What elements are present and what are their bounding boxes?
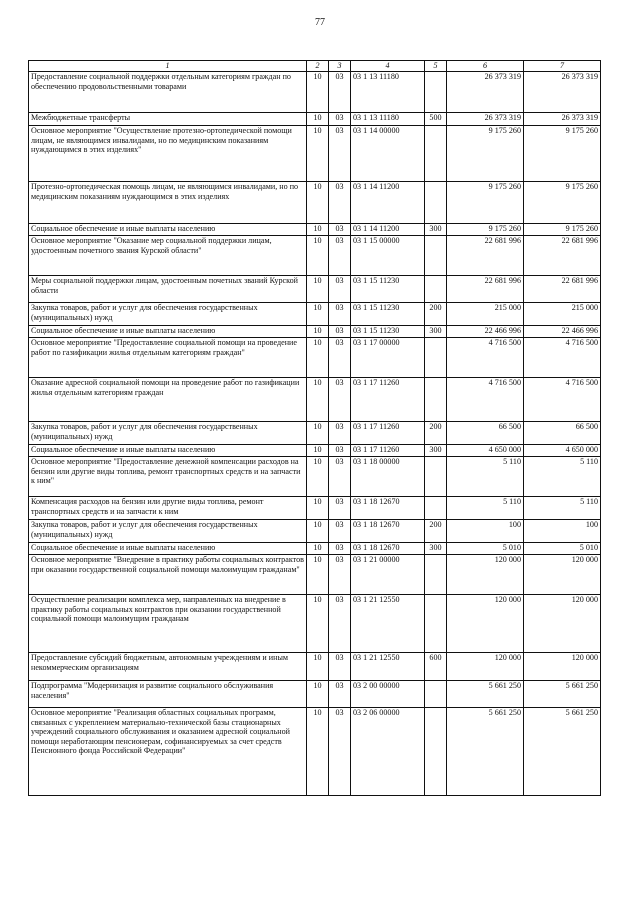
row-amount-1: 215 000 <box>447 303 524 326</box>
row-amount-1: 9 175 260 <box>447 126 524 182</box>
table-row <box>29 326 601 338</box>
table-row <box>29 338 601 378</box>
row-section: 10 <box>307 653 329 681</box>
row-name: Основное мероприятие "Реализация областных социальных программ, связанных с укреплением материально-технической базы стационарных учреждений социального обслуживания и оказанием адресной социальной помощи неработающим пенсионерам, софинансируемых за счет средств Пенсионного фонда Российской Федерации" <box>29 708 307 796</box>
table-header-row <box>29 61 601 72</box>
row-expense-type: 500 <box>425 113 447 126</box>
row-name: Меры социальной поддержки лицам, удостоенным почетных званий Курской области <box>29 276 307 303</box>
budget-table <box>28 60 601 796</box>
row-amount-2: 5 661 250 <box>524 708 601 796</box>
row-amount-1: 26 373 319 <box>447 72 524 113</box>
table-row <box>29 708 601 796</box>
row-expense-type <box>425 182 447 224</box>
row-subsection: 03 <box>329 422 351 445</box>
row-amount-1: 5 110 <box>447 457 524 497</box>
row-amount-2: 100 <box>524 520 601 543</box>
row-target-article: 03 2 00 00000 <box>351 681 425 708</box>
row-amount-2: 66 500 <box>524 422 601 445</box>
row-section: 10 <box>307 422 329 445</box>
row-target-article: 03 1 14 11200 <box>351 182 425 224</box>
row-name: Межбюджетные трансферты <box>29 113 307 126</box>
row-section: 10 <box>307 126 329 182</box>
row-subsection: 03 <box>329 224 351 236</box>
row-section: 10 <box>307 445 329 457</box>
row-target-article: 03 1 18 00000 <box>351 457 425 497</box>
row-subsection: 03 <box>329 303 351 326</box>
row-expense-type: 300 <box>425 224 447 236</box>
row-subsection: 03 <box>329 326 351 338</box>
row-amount-2: 120 000 <box>524 653 601 681</box>
table-row <box>29 595 601 653</box>
row-subsection: 03 <box>329 338 351 378</box>
row-name: Предоставление социальной поддержки отдельным категориям граждан по обеспечению продовольственными товарами <box>29 72 307 113</box>
row-amount-1: 22 466 996 <box>447 326 524 338</box>
table-row <box>29 72 601 113</box>
row-subsection: 03 <box>329 72 351 113</box>
column-header: 3 <box>329 61 351 72</box>
row-expense-type: 300 <box>425 543 447 555</box>
row-amount-1: 5 661 250 <box>447 708 524 796</box>
row-target-article: 03 1 13 11180 <box>351 113 425 126</box>
row-target-article: 03 1 17 11260 <box>351 378 425 422</box>
row-expense-type <box>425 236 447 276</box>
row-target-article: 03 1 17 11260 <box>351 422 425 445</box>
row-section: 10 <box>307 276 329 303</box>
row-section: 10 <box>307 303 329 326</box>
row-amount-2: 120 000 <box>524 555 601 595</box>
row-name: Закупка товаров, работ и услуг для обеспечения государственных (муниципальных) нужд <box>29 422 307 445</box>
row-subsection: 03 <box>329 520 351 543</box>
row-amount-1: 120 000 <box>447 555 524 595</box>
row-amount-2: 5 661 250 <box>524 681 601 708</box>
row-expense-type <box>425 681 447 708</box>
row-subsection: 03 <box>329 126 351 182</box>
table-row <box>29 276 601 303</box>
row-section: 10 <box>307 224 329 236</box>
table-row <box>29 224 601 236</box>
row-amount-2: 9 175 260 <box>524 182 601 224</box>
table-row <box>29 457 601 497</box>
row-name: Протезно-ортопедическая помощь лицам, не являющимся инвалидами, но по медицинским показаниям нуждающимся в этих изделиях <box>29 182 307 224</box>
row-expense-type <box>425 378 447 422</box>
row-subsection: 03 <box>329 236 351 276</box>
row-subsection: 03 <box>329 708 351 796</box>
row-expense-type <box>425 497 447 520</box>
row-expense-type: 300 <box>425 445 447 457</box>
row-name: Компенсация расходов на бензин или другие виды топлива, ремонт транспортных средств и на запчасти к ним <box>29 497 307 520</box>
row-amount-2: 215 000 <box>524 303 601 326</box>
row-section: 10 <box>307 378 329 422</box>
column-header: 2 <box>307 61 329 72</box>
row-subsection: 03 <box>329 276 351 303</box>
table-row <box>29 543 601 555</box>
row-subsection: 03 <box>329 543 351 555</box>
row-target-article: 03 1 18 12670 <box>351 497 425 520</box>
row-amount-2: 22 466 996 <box>524 326 601 338</box>
row-target-article: 03 1 15 11230 <box>351 303 425 326</box>
table-row <box>29 182 601 224</box>
row-expense-type <box>425 708 447 796</box>
row-amount-2: 4 716 500 <box>524 338 601 378</box>
row-name: Социальное обеспечение и иные выплаты населению <box>29 543 307 555</box>
row-section: 10 <box>307 113 329 126</box>
row-amount-2: 5 110 <box>524 497 601 520</box>
page-number: 77 <box>315 17 325 28</box>
row-section: 10 <box>307 497 329 520</box>
table-row <box>29 303 601 326</box>
column-header: 7 <box>524 61 601 72</box>
row-target-article: 03 1 18 12670 <box>351 543 425 555</box>
row-subsection: 03 <box>329 595 351 653</box>
row-amount-2: 120 000 <box>524 595 601 653</box>
table-row <box>29 445 601 457</box>
row-amount-1: 100 <box>447 520 524 543</box>
row-section: 10 <box>307 236 329 276</box>
row-target-article: 03 1 21 12550 <box>351 653 425 681</box>
row-name: Основное мероприятие "Предоставление денежной компенсации расходов на бензин или другие виды топлива, ремонт транспортных средств и на запчасти к ним" <box>29 457 307 497</box>
row-amount-1: 4 716 500 <box>447 338 524 378</box>
table-row <box>29 555 601 595</box>
row-subsection: 03 <box>329 497 351 520</box>
row-amount-2: 9 175 260 <box>524 224 601 236</box>
row-target-article: 03 1 17 11260 <box>351 445 425 457</box>
row-amount-2: 5 110 <box>524 457 601 497</box>
row-subsection: 03 <box>329 681 351 708</box>
row-subsection: 03 <box>329 653 351 681</box>
row-name: Основное мероприятие "Оказание мер социальной поддержки лицам, удостоенным почетного звания Курской области" <box>29 236 307 276</box>
row-expense-type <box>425 72 447 113</box>
row-amount-1: 5 110 <box>447 497 524 520</box>
row-section: 10 <box>307 555 329 595</box>
row-target-article: 03 1 14 00000 <box>351 126 425 182</box>
row-target-article: 03 1 13 11180 <box>351 72 425 113</box>
row-section: 10 <box>307 543 329 555</box>
row-amount-2: 26 373 319 <box>524 113 601 126</box>
row-amount-1: 66 500 <box>447 422 524 445</box>
row-section: 10 <box>307 182 329 224</box>
table-row <box>29 653 601 681</box>
row-amount-2: 4 650 000 <box>524 445 601 457</box>
row-subsection: 03 <box>329 457 351 497</box>
row-name: Закупка товаров, работ и услуг для обеспечения государственных (муниципальных) нужд <box>29 520 307 543</box>
row-amount-2: 22 681 996 <box>524 236 601 276</box>
row-name: Основное мероприятие "Предоставление социальной помощи на проведение работ по газификации жилья отдельным категориям граждан" <box>29 338 307 378</box>
row-expense-type <box>425 457 447 497</box>
row-amount-1: 22 681 996 <box>447 236 524 276</box>
row-name: Основное мероприятие "Осуществление протезно-ортопедической помощи лицам, не являющимся инвалидами, но по медицинским показаниям нуждающимся в этих изделиях" <box>29 126 307 182</box>
row-target-article: 03 1 21 12550 <box>351 595 425 653</box>
row-section: 10 <box>307 326 329 338</box>
row-name: Социальное обеспечение и иные выплаты населению <box>29 445 307 457</box>
row-amount-1: 9 175 260 <box>447 182 524 224</box>
row-target-article: 03 1 15 11230 <box>351 276 425 303</box>
row-name: Осуществление реализации комплекса мер, направленных на внедрение в практику работы социальных контрактов при оказании государственной социальной помощи малоимущим гражданам <box>29 595 307 653</box>
row-section: 10 <box>307 457 329 497</box>
row-target-article: 03 1 21 00000 <box>351 555 425 595</box>
row-amount-1: 5 010 <box>447 543 524 555</box>
row-expense-type <box>425 276 447 303</box>
row-amount-1: 120 000 <box>447 653 524 681</box>
table-row <box>29 422 601 445</box>
row-subsection: 03 <box>329 113 351 126</box>
row-target-article: 03 1 15 11230 <box>351 326 425 338</box>
row-amount-2: 22 681 996 <box>524 276 601 303</box>
row-amount-1: 22 681 996 <box>447 276 524 303</box>
row-expense-type: 300 <box>425 326 447 338</box>
table-row <box>29 126 601 182</box>
column-header: 5 <box>425 61 447 72</box>
row-subsection: 03 <box>329 555 351 595</box>
table-row <box>29 378 601 422</box>
table-row <box>29 681 601 708</box>
row-name: Социальное обеспечение и иные выплаты населению <box>29 326 307 338</box>
row-name: Оказание адресной социальной помощи на проведение работ по газификации жилья отдельным категориям граждан <box>29 378 307 422</box>
row-target-article: 03 1 17 00000 <box>351 338 425 378</box>
row-target-article: 03 1 15 00000 <box>351 236 425 276</box>
row-amount-1: 4 650 000 <box>447 445 524 457</box>
row-subsection: 03 <box>329 182 351 224</box>
row-expense-type <box>425 555 447 595</box>
row-section: 10 <box>307 595 329 653</box>
row-section: 10 <box>307 520 329 543</box>
column-header: 4 <box>351 61 425 72</box>
row-expense-type: 200 <box>425 520 447 543</box>
row-name: Предоставление субсидий бюджетным, автономным учреждениям и иным некоммерческим организациям <box>29 653 307 681</box>
column-header: 1 <box>29 61 307 72</box>
row-expense-type: 200 <box>425 422 447 445</box>
row-target-article: 03 1 18 12670 <box>351 520 425 543</box>
row-target-article: 03 1 14 11200 <box>351 224 425 236</box>
row-name: Подпрограмма "Модернизация и развитие социального обслуживания населения" <box>29 681 307 708</box>
row-amount-2: 26 373 319 <box>524 72 601 113</box>
row-amount-2: 5 010 <box>524 543 601 555</box>
row-expense-type: 600 <box>425 653 447 681</box>
row-subsection: 03 <box>329 378 351 422</box>
row-name: Закупка товаров, работ и услуг для обеспечения государственных (муниципальных) нужд <box>29 303 307 326</box>
row-expense-type: 200 <box>425 303 447 326</box>
column-header: 6 <box>447 61 524 72</box>
row-expense-type <box>425 338 447 378</box>
row-amount-2: 9 175 260 <box>524 126 601 182</box>
row-amount-1: 5 661 250 <box>447 681 524 708</box>
table-row <box>29 236 601 276</box>
row-amount-1: 4 716 500 <box>447 378 524 422</box>
row-section: 10 <box>307 708 329 796</box>
row-subsection: 03 <box>329 445 351 457</box>
row-section: 10 <box>307 338 329 378</box>
row-name: Социальное обеспечение и иные выплаты населению <box>29 224 307 236</box>
row-target-article: 03 2 06 00000 <box>351 708 425 796</box>
table-row <box>29 113 601 126</box>
row-name: Основное мероприятие "Внедрение в практику работы социальных контрактов при оказании государственной социальной помощи малоимущим гражданам" <box>29 555 307 595</box>
row-amount-1: 26 373 319 <box>447 113 524 126</box>
table-row <box>29 520 601 543</box>
row-expense-type <box>425 595 447 653</box>
row-amount-2: 4 716 500 <box>524 378 601 422</box>
row-expense-type <box>425 126 447 182</box>
row-section: 10 <box>307 681 329 708</box>
row-section: 10 <box>307 72 329 113</box>
row-amount-1: 120 000 <box>447 595 524 653</box>
table-row <box>29 497 601 520</box>
row-amount-1: 9 175 260 <box>447 224 524 236</box>
